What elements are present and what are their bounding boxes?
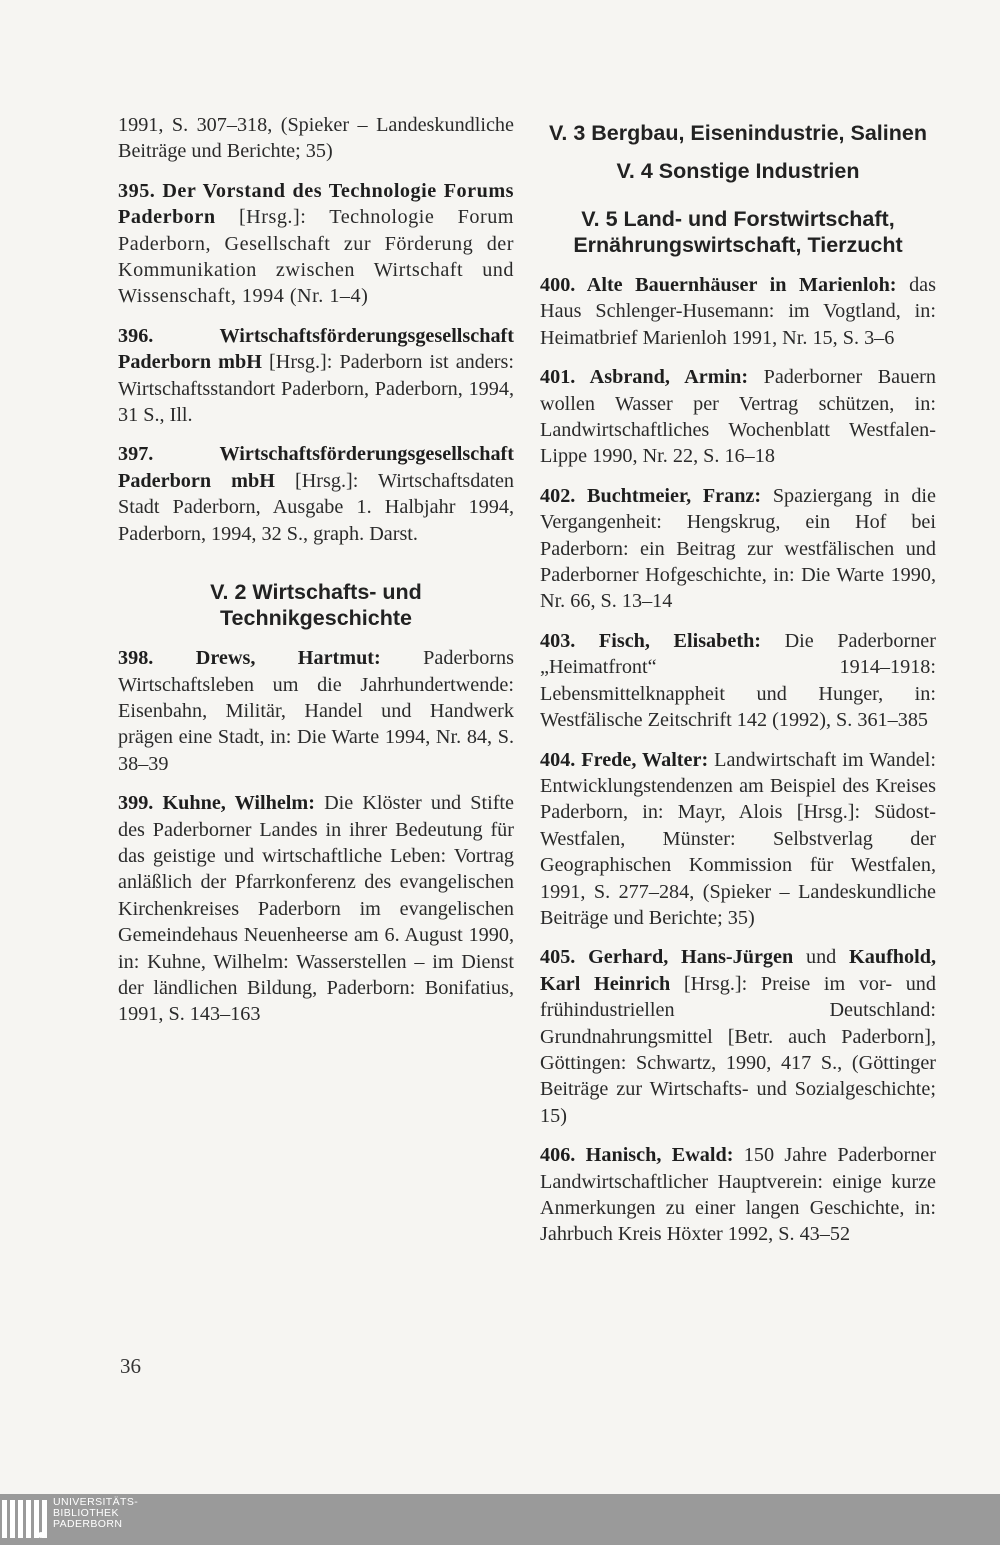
entry-heading: 405. Gerhard, Hans-Jürgen [540,946,794,969]
left-column [118,112,514,1041]
entry-heading: 398. Drews, Hartmut: [118,647,381,670]
bibliography-entry-399 [118,790,514,1028]
entry-body: Landwirtschaft im Wandel: Entwicklungstendenzen am Beispiel des Kreises Paderborn, in: Mayr, Alois [Hrsg.]: Südost-Westfalen, Münster: Selbstverlag der Geographischen Kommission für Westfalen, 1991, S. 277–284, (Spieker – Landeskundliche Beiträge und Berichte; 35) [540,748,936,929]
entry-heading: 399. Kuhne, Wilhelm: [118,792,315,815]
bibliography-entry-395 [118,178,514,310]
bibliography-entry-398 [118,645,514,777]
entry-heading: 395. Der Vorstand des Technologie Forums Paderborn [118,179,514,229]
bibliography-entry-406 [540,1142,936,1248]
entry-body: Die Paderborner „Heimatfront“ 1914–1918: Lebensmittelknappheit und Hunger, in: Westfälische Zeitschrift 142 (1992), S. 361–385 [540,629,936,732]
bibliography-entry-403 [540,628,936,734]
entry-heading: 406. Hanisch, Ewald: [540,1144,734,1167]
library-footer-banner [0,1494,1000,1545]
library-name-line-1: UNIVERSITÄTS- [53,1496,139,1508]
entry-heading: 403. Fisch, Elisabeth: [540,629,762,652]
continued-entry-text: 1991, S. 307–318, (Spieker – Landeskundliche Beiträge und Berichte; 35) [118,114,514,163]
bibliography-entry-396 [118,323,514,429]
entry-body: [Hrsg.]: Technologie Forum Paderborn, Gesellschaft zur Förderung der Kommunikation zwischen Wirtschaft und Wissenschaft, 1994 (Nr. 1–4) [118,206,514,308]
library-name [53,1497,138,1530]
entry-heading: 402. Buchtmeier, Franz: [540,484,762,507]
entry-heading: 401. Asbrand, Armin: [540,366,749,389]
entry-body: Spaziergang in die Vergangenheit: Hengskrug, ein Hof bei Paderborn: ein Beitrag zur westfälischen und Paderborner Hofgeschichte, in: Die Warte 1990, Nr. 66, S. 13–14 [540,484,936,613]
logo-dot-icon [38,1532,44,1538]
section-heading-v2: V. 2 Wirtschafts- und Technikgeschichte [210,580,422,631]
entry-body: [Hrsg.]: Wirtschaftsdaten Stadt Paderborn, Ausgabe 1. Halbjahr 1994, Paderborn, 1994, 32 S., graph. Darst. [118,469,514,545]
page-number: 36 [120,1354,141,1378]
entry-heading: 400. Alte Bauernhäuser in Marienloh: [540,274,897,296]
bibliography-entry-397 [118,441,514,547]
entry-body: das Haus Schlenger-Husemann: im Vogtland, in: Heimatbrief Marienloh 1991, Nr. 15, S. 3–6 [540,274,936,349]
bibliography-entry-400 [540,272,936,351]
right-column [540,112,936,1261]
entry-body: [Hrsg.]: Preise im vor- und frühindustriellen Deutschland: Grundnahrungsmittel [Betr. auch Paderborn], Göttingen: Schwartz, 1990, 417 S., (Göttinger Beiträge zur Wirtschafts- und Sozialgeschichte; 15) [540,972,936,1127]
entry-body: 150 Jahre Paderborner Landwirtschaftlicher Hauptverein: einige kurze Anmerkungen zu einer langen Geschichte, in: Jahrbuch Kreis Höxter 1992, S. 43–52 [540,1144,936,1246]
bibliography-entry-402 [540,483,936,615]
entry-body: [Hrsg.]: Paderborn ist anders: Wirtschaftsstandort Paderborn, Paderborn, 1994, 31 S., Ill. [118,351,514,427]
entry-body: Paderborns Wirtschaftsleben um die Jahrhundertwende: Eisenbahn, Militär, Handel und Handwerk prägen eine Stadt, in: Die Warte 1994, Nr. 84, S. 38–39 [118,647,514,775]
entry-body: Die Klöster und Stifte des Paderborner Landes in ihrer Bedeutung für das geistige und wirtschaftliche Leben: Vortrag anläßlich der Pfarrkonferenz des evangelischen Kirchenkreises Paderborn im evangelischen Gemeindehaus Neuenheerse am 6. August 1990, in: Kuhne, Wilhelm: Wasserstellen – im Dienst der ländlichen Bildung, Paderborn: Bonifatius, 1991, S. 143–163 [118,792,514,1026]
section-heading-v3: V. 3 Bergbau, Eisenindustrie, Salinen [549,121,927,145]
entry-body: Paderborner Bauern wollen Wasser per Vertrag schützen, in: Landwirtschaftliches Wochenblatt Westfalen-Lippe 1990, Nr. 22, S. 16–18 [540,366,936,468]
library-name-line-3: PADERBORN [53,1518,123,1530]
entry-heading-second-author: Kaufhold, Karl Heinrich [540,946,936,995]
bibliography-entry-401 [540,364,936,470]
bibliography-entry-404 [540,747,936,932]
section-heading-v4: V. 4 Sonstige Industrien [616,159,860,183]
entry-connector: und [793,946,850,969]
section-heading-v5: V. 5 Land- und Forstwirtschaft, Ernährungswirtschaft, Tierzucht [573,207,903,257]
library-name-line-2: BIBLIOTHEK [53,1507,119,1519]
entry-heading: 397. Wirtschaftsförderungsgesellschaft Paderborn mbH [118,443,514,492]
bibliography-entry-405 [540,944,936,1129]
entry-heading: 404. Frede, Walter: [540,748,709,771]
entry-heading: 396. Wirtschaftsförderungsgesellschaft Paderborn mbH [118,324,514,374]
